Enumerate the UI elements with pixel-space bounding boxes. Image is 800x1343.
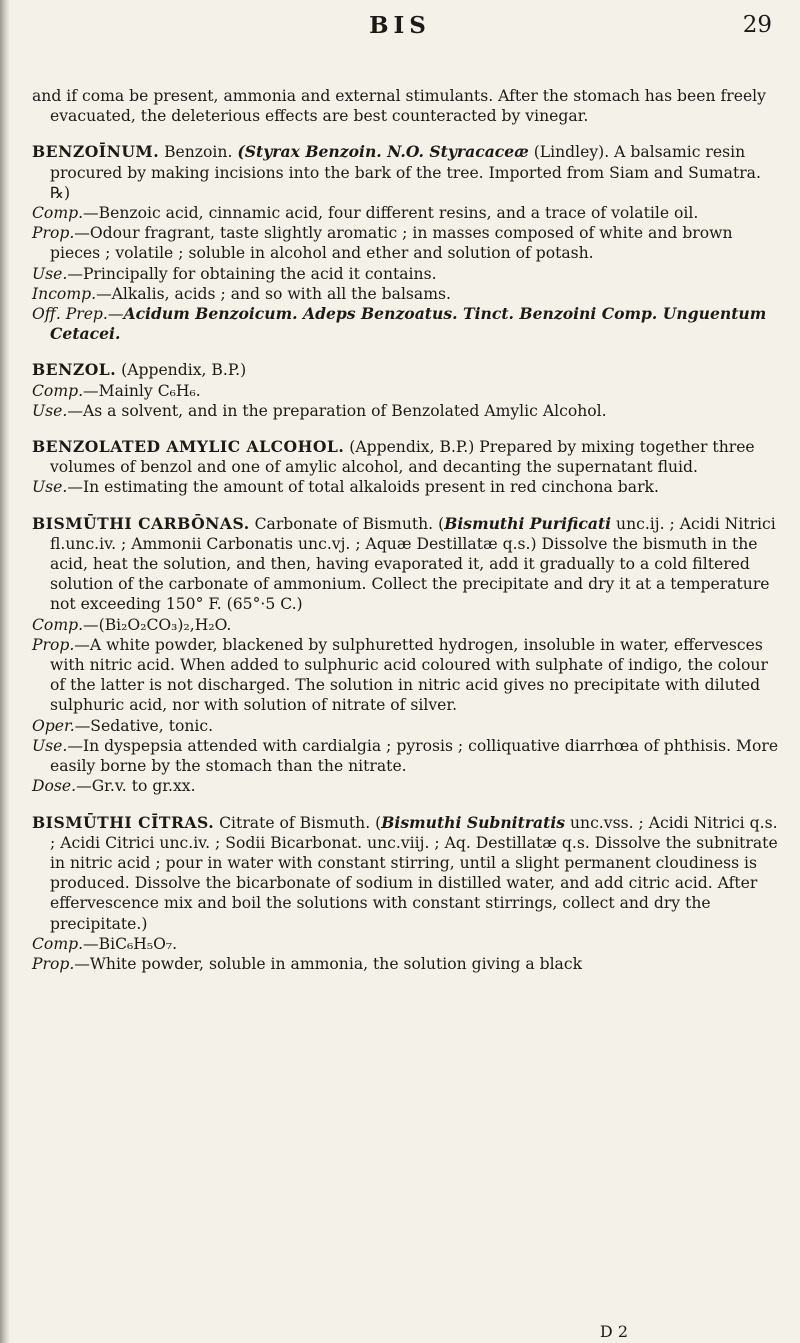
entry-text: unc.ij. ; Acidi Nitrici fl.unc.iv. ; Ammonii Carbonatis unc.vj. ; Aquæ Destillatæ q.s.) Dissolve the bismuth in the acid, heat the solution, and then, having evaporated it, add it gradually to a cold filtered solution of the carbonate of ammonium. Collect the precipitate and dry it at a temperature not exceeding 150° F. (65°·5 C.) [50,514,776,614]
entry-text: unc.vss. ; Acidi Nitrici q.s. ; Acidi Citrici unc.iv. ; Sodii Bicarbonat. unc.viij. ; Aq. Destillatæ q.s. Dissolve the subnitrate in nitric acid ; pour in water with constant stirring, until a slight permanent cloudiness is produced. Dissolve the bicarbonate of sodium in distilled water, and add citric acid. After effervescence mix and boil the solutions with constant stirrings, collect and dry the precipitate.) [50,813,778,933]
subsection-label: Use. [32,264,68,283]
subsection-label: Off. Prep. [32,305,108,324]
entry-bismuthi-carbonas [32,514,780,797]
italic-text: (Styrax Benzoin. N.O. Styracaceæ [237,142,529,162]
entry-continued [32,86,780,126]
entry-text: —Mainly C₆H₆. [83,381,201,400]
entry-text: Benzoin. [159,143,238,162]
page-number: 29 [742,12,772,38]
italic-text: Acidum Benzoicum. Adeps Benzoatus. Tinct. Benzoini Comp. Unguentum Cetacei. [50,304,767,344]
entry-headword: BENZOĪNUM. [32,142,160,162]
entry-heading-paragraph [32,514,780,615]
subsection-label: Prop. [32,224,75,243]
entry-headword: BISMŪTHI CĪTRAS. [32,812,215,832]
entry-text: —In estimating the amount of total alkaloids present in red cinchona bark. [67,478,659,497]
entry-heading-paragraph [32,86,780,126]
subsection-label: Prop. [32,635,75,654]
entry-text: —(Bi₂O₂CO₃)₂,H₂O. [83,615,232,634]
entry-subsection [32,381,780,401]
entry-text: —Sedative, tonic. [74,716,214,735]
entry-subsection [32,635,780,716]
entry-text: —A white powder, blackened by sulphuretted hydrogen, insoluble in water, effervesces with nitric acid. When added to sulphuric acid coloured with sulphate of indigo, the colour of the latter is not discharged. The solution in nitric acid gives no precipitate with diluted sulphuric acid, nor with solution of nitrate of silver. [50,635,768,715]
entry-subsection [32,264,780,284]
italic-text: Bismuthi Subnitratis [381,812,566,832]
subsection-label: Incomp. [32,284,97,303]
subsection-label: Prop. [32,954,75,973]
entry-subsection [32,736,780,776]
dictionary-entries [32,86,780,990]
entry-benzoinum [32,142,780,344]
entry-text: —Gr.v. to gr.xx. [76,777,196,796]
entry-text: Carbonate of Bismuth. ( [249,514,445,533]
entry-text: and if coma be present, ammonia and external stimulants. After the stomach has been freely evacuated, the deleterious effects are best counteracted by vinegar. [32,87,766,126]
subsection-label: Comp. [32,381,84,400]
entry-text: —In dyspepsia attended with cardialgia ; pyrosis ; colliquative diarrhœa of phthisis. More easily borne by the stomach than the nitrate. [50,736,779,776]
entry-subsection [32,716,780,736]
entry-text: (Appendix, B.P.) Prepared by mixing together three volumes of benzol and one of amylic alcohol, and decanting the supernatant fluid. [50,438,755,477]
entry-text: (Lindley). A balsamic resin procured by making incisions into the bark of the tree. Imported from Siam and Sumatra. ℞) [50,143,761,202]
entry-heading-paragraph [32,142,780,203]
entry-headword: BENZOL. [32,360,117,380]
entry-bismuthi-citras [32,813,780,975]
entry-text: —White powder, soluble in ammonia, the solution giving a black [74,954,583,973]
entry-subsection [32,223,780,263]
subsection-label: Comp. [32,934,84,953]
entry-subsection [32,304,780,344]
entry-headword: BENZOLATED AMYLIC ALCOHOL. [32,437,345,457]
entry-subsection [32,615,780,635]
entry-subsection [32,284,780,304]
subsection-label: Comp. [32,615,84,634]
entry-benzol [32,360,780,421]
subsection-label: Use. [32,736,68,755]
entry-subsection [32,776,780,796]
running-head: BIS [369,12,431,39]
entry-subsection [32,934,780,954]
subsection-label: Oper. [32,716,75,735]
entry-heading-paragraph [32,360,780,380]
entry-text: —Odour fragrant, taste slightly aromatic ; in masses composed of white and brown pieces ; volatile ; soluble in alcohol and ether and solution of potash. [50,224,733,263]
signature-mark: D 2 [599,1322,628,1341]
entry-subsection [32,203,780,223]
entry-text: Citrate of Bismuth. ( [214,813,382,832]
page-binding-edge [0,0,10,1343]
entry-heading-paragraph [32,813,780,934]
entry-text: —BiC₆H₅O₇. [83,934,178,953]
subsection-label: Dose. [32,777,77,796]
italic-text: Bismuthi Purificati [444,513,612,533]
entry-benzolated-amylic-alcohol [32,437,780,498]
subsection-label: Comp. [32,204,84,223]
entry-text: —Principally for obtaining the acid it contains. [67,264,437,283]
entry-heading-paragraph [32,437,780,477]
entry-headword: BISMŪTHI CARBŌNAS. [32,513,250,533]
entry-subsection [32,954,780,974]
entry-text: —Benzoic acid, cinnamic acid, four different resins, and a trace of volatile oil. [83,204,699,223]
page-header [0,8,800,48]
subsection-label: Use. [32,401,68,420]
entry-subsection [32,401,780,421]
entry-text: —Alkalis, acids ; and so with all the balsams. [96,284,451,303]
entry-subsection [32,477,780,497]
subsection-label: Use. [32,478,68,497]
entry-text: —As a solvent, and in the preparation of Benzolated Amylic Alcohol. [67,401,607,420]
entry-text: — [107,305,124,324]
entry-text: (Appendix, B.P.) [116,361,247,380]
